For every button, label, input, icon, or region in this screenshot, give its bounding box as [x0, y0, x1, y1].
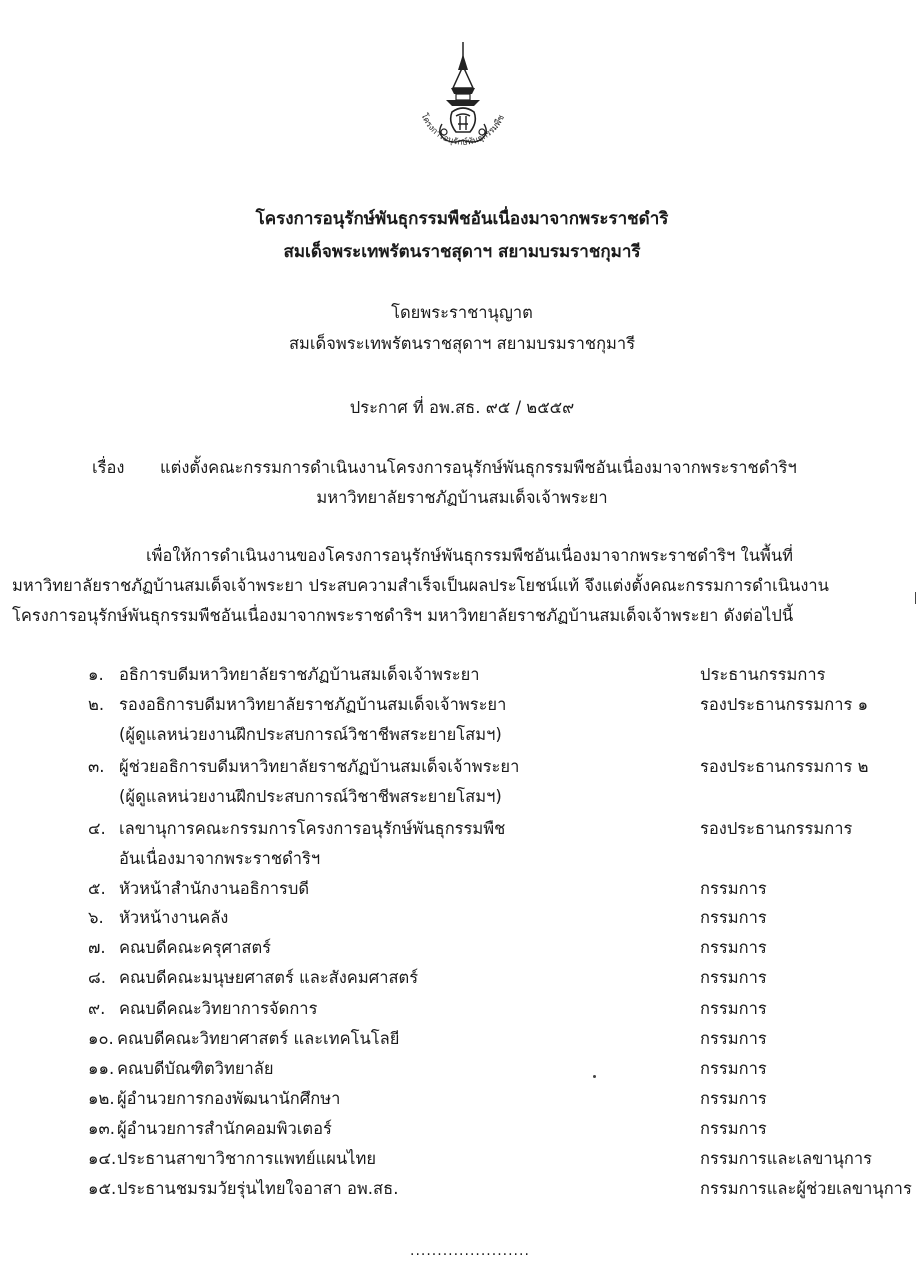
- subject-line2: มหาวิทยาลัยราชภัฏบ้านสมเด็จเจ้าพระยา: [316, 488, 608, 507]
- project-title-line2: สมเด็จพระเทพรัตนราชสุดาฯ สยามบรมราชกุมารี: [283, 242, 641, 262]
- announcement-number: ประกาศ ที่ อพ.สธ. ๙๕ / ๒๕๕๙: [349, 398, 575, 417]
- member-position-note: (ผู้ดูแลหน่วยงานฝึกประสบการณ์วิชาชีพสระยายโสมฯ): [119, 725, 502, 744]
- paragraph-line1: เพื่อให้การดำเนินงานของโครงการอนุรักษ์พันธุกรรมพืชอันเนื่องมาจากพระราชดำริฯ ในพื้นที่: [146, 546, 794, 565]
- member-role: รองประธานกรรมการ ๑: [700, 695, 869, 714]
- member-number: ๘.: [88, 968, 106, 987]
- permission-line1: โดยพระราชานุญาต: [391, 303, 533, 322]
- member-position: คณบดีคณะวิทยาศาสตร์ และเทคโนโลยี: [117, 1029, 400, 1048]
- member-position: ผู้อำนวยการสำนักคอมพิวเตอร์: [117, 1119, 332, 1138]
- member-position: ประธานสาขาวิชาการแพทย์แผนไทย: [117, 1149, 377, 1168]
- member-role: รองประธานกรรมการ ๒: [700, 757, 869, 776]
- member-role: ประธานกรรมการ: [700, 665, 826, 684]
- member-role: กรรมการ: [700, 999, 767, 1018]
- member-position: หัวหน้าสำนักงานอธิการบดี: [119, 879, 310, 898]
- member-number: ๑๑.: [88, 1059, 115, 1078]
- continuation-dots: ......................: [410, 1243, 530, 1259]
- member-role: กรรมการ: [700, 1059, 767, 1078]
- paragraph-line3: โครงการอนุรักษ์พันธุกรรมพืชอันเนื่องมาจากพระราชดำริฯ มหาวิทยาลัยราชภัฏบ้านสมเด็จเจ้าพระยา ดังต่อไปนี้: [12, 606, 794, 625]
- subject-line1: แต่งตั้งคณะกรรมการดำเนินงานโครงการอนุรักษ์พันธุกรรมพืชอันเนื่องมาจากพระราชดำริฯ: [160, 458, 797, 477]
- emblem-arc-text: โครงการอนุรักษ์พันธุกรรมพืช: [418, 112, 507, 148]
- member-number: ๑๕.: [88, 1179, 117, 1198]
- royal-project-emblem-icon: [408, 40, 518, 180]
- subject-label: เรื่อง: [92, 458, 125, 477]
- scan-speck: [593, 1075, 596, 1078]
- member-position: ผู้อำนวยการกองพัฒนานักศึกษา: [117, 1089, 341, 1108]
- member-role: กรรมการ: [700, 1119, 767, 1138]
- member-role: กรรมการ: [700, 879, 767, 898]
- member-role: กรรมการ: [700, 1029, 767, 1048]
- member-role: รองประธานกรรมการ: [700, 819, 853, 838]
- member-position: คณบดีคณะวิทยาการจัดการ: [119, 999, 318, 1018]
- member-position: เลขานุการคณะกรรมการโครงการอนุรักษ์พันธุกรรมพืช: [119, 819, 506, 838]
- svg-text:โครงการอนุรักษ์พันธุกรรมพืช: [418, 112, 507, 148]
- member-number: ๑๔.: [88, 1149, 117, 1168]
- member-position: รองอธิการบดีมหาวิทยาลัยราชภัฏบ้านสมเด็จเจ้าพระยา: [119, 695, 507, 714]
- paragraph-line2: มหาวิทยาลัยราชภัฏบ้านสมเด็จเจ้าพระยา ประสบความสำเร็จเป็นผลประโยชน์แท้ จึงแต่งตั้งคณะกรรมการดำเนินงาน: [12, 576, 829, 595]
- member-number: ๑.: [88, 665, 104, 684]
- member-position-note: (ผู้ดูแลหน่วยงานฝึกประสบการณ์วิชาชีพสระยายโสมฯ): [119, 787, 502, 806]
- member-position: หัวหน้างานคลัง: [119, 908, 229, 927]
- member-number: ๖.: [88, 908, 104, 927]
- member-number: ๑๓.: [88, 1119, 115, 1138]
- member-position: คณบดีคณะครุศาสตร์: [119, 938, 272, 957]
- member-position-note: อันเนื่องมาจากพระราชดำริฯ: [119, 849, 321, 868]
- member-role: กรรมการและผู้ช่วยเลขานุการ: [700, 1179, 912, 1198]
- member-number: ๑๐.: [88, 1029, 114, 1048]
- project-title-line1: โครงการอนุรักษ์พันธุกรรมพืชอันเนื่องมาจากพระราชดำริ: [255, 209, 669, 229]
- member-number: ๑๒.: [88, 1089, 115, 1108]
- permission-line2: สมเด็จพระเทพรัตนราชสุดาฯ สยามบรมราชกุมารี: [288, 334, 636, 353]
- member-position: อธิการบดีมหาวิทยาลัยราชภัฏบ้านสมเด็จเจ้าพระยา: [119, 665, 480, 684]
- member-role: กรรมการ: [700, 908, 767, 927]
- member-number: ๒.: [88, 695, 105, 714]
- member-position: ผู้ช่วยอธิการบดีมหาวิทยาลัยราชภัฏบ้านสมเด็จเจ้าพระยา: [119, 757, 520, 776]
- member-number: ๕.: [88, 879, 106, 898]
- member-role: กรรมการและเลขานุการ: [700, 1149, 873, 1168]
- member-number: ๙.: [88, 999, 106, 1018]
- scan-mark: [915, 592, 916, 604]
- member-position: ประธานชมรมวัยรุ่นไทยใจอาสา อพ.สธ.: [117, 1179, 399, 1198]
- member-position: คณบดีบัณฑิตวิทยาลัย: [117, 1059, 274, 1078]
- member-number: ๔.: [88, 819, 106, 838]
- member-number: ๗.: [88, 938, 106, 957]
- member-role: กรรมการ: [700, 938, 767, 957]
- member-number: ๓.: [88, 757, 105, 776]
- member-position: คณบดีคณะมนุษยศาสตร์ และสังคมศาสตร์: [119, 968, 419, 987]
- member-role: กรรมการ: [700, 1089, 767, 1108]
- member-role: กรรมการ: [700, 968, 767, 987]
